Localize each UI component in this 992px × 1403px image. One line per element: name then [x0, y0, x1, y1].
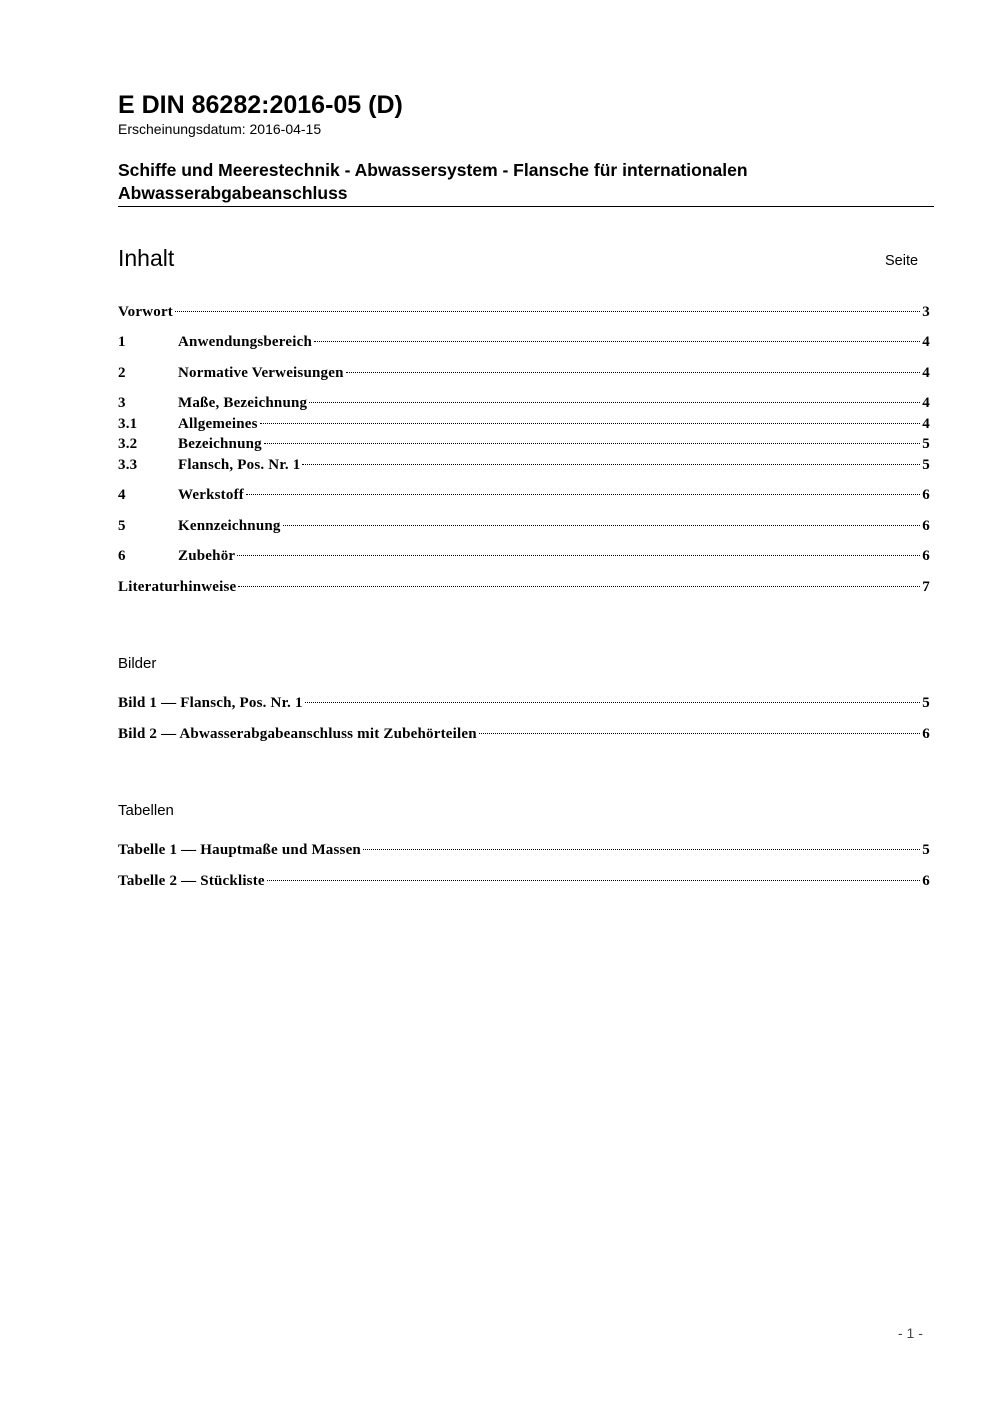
toc-entry-page: 5: [922, 436, 930, 452]
toc-leader-dots: [346, 371, 921, 373]
table-entry-text: Tabelle 2 — Stückliste: [118, 873, 265, 889]
document-code: E DIN 86282:2016-05 (D): [118, 91, 403, 119]
toc-entry-number: 3: [118, 395, 126, 411]
toc-heading: Inhalt: [118, 245, 175, 271]
document-title-line-2: Abwasserabgabeanschluss: [118, 183, 348, 203]
table-entry-2[interactable]: [118, 871, 930, 891]
toc-leader-dots: [314, 340, 920, 342]
figure-entry-text: Bild 2 — Abwasserabgabeanschluss mit Zubehörteilen: [118, 726, 477, 742]
toc-leader-dots: [175, 310, 920, 312]
toc-entry-1[interactable]: [118, 332, 930, 352]
document-title-line-1: Schiffe und Meerestechnik - Abwassersystem - Flansche für internationalen: [118, 160, 748, 180]
toc-entry-literaturhinweise[interactable]: [118, 577, 930, 597]
toc-entry-4[interactable]: [118, 485, 930, 505]
toc-entry-vorwort[interactable]: [118, 302, 930, 322]
toc-entry-6[interactable]: [118, 546, 930, 566]
toc-entry-page: 7: [922, 579, 930, 595]
toc-entry-number: 4: [118, 487, 126, 503]
toc-entry-text: Flansch, Pos. Nr. 1: [178, 457, 301, 473]
figure-entry-text: Bild 1 — Flansch, Pos. Nr. 1: [118, 695, 303, 711]
toc-entry-text: Anwendungsbereich: [178, 334, 312, 350]
figure-entry-2[interactable]: [118, 724, 930, 744]
toc-entry-number: 6: [118, 548, 126, 564]
figures-section-label: Bilder: [118, 655, 157, 672]
toc-leader-dots: [309, 401, 920, 403]
page-column-label: Seite: [885, 253, 919, 269]
toc-entry-page: 6: [922, 518, 930, 534]
figure-entry-1[interactable]: [118, 693, 930, 713]
toc-leader-dots: [363, 848, 920, 850]
table-entry-page: 6: [922, 873, 930, 889]
toc-entry-number: 5: [118, 518, 126, 534]
toc-entry-2[interactable]: [118, 363, 930, 383]
toc-leader-dots: [479, 732, 920, 734]
toc-entry-page: 4: [922, 416, 930, 432]
toc-entry-text: Kennzeichnung: [178, 518, 281, 534]
toc-entry-number: 3.3: [118, 457, 138, 473]
toc-leader-dots: [246, 493, 920, 495]
toc-entry-text: Allgemeines: [178, 416, 258, 432]
toc-leader-dots: [260, 422, 921, 424]
toc-entry-page: 4: [922, 395, 930, 411]
toc-entry-page: 5: [922, 457, 930, 473]
toc-entry-3-1[interactable]: [118, 414, 930, 434]
toc-entry-number: 3.2: [118, 436, 138, 452]
toc-entry-5[interactable]: [118, 516, 930, 536]
toc-entry-3-3[interactable]: [118, 455, 930, 475]
toc-entry-number: 1: [118, 334, 126, 350]
document-title: [118, 159, 934, 205]
toc-entry-page: 4: [922, 365, 930, 381]
toc-entry-text: Literaturhinweise: [118, 579, 237, 595]
toc-entry-number: 3.1: [118, 416, 138, 432]
toc-entry-3[interactable]: [118, 393, 930, 413]
publication-date: Erscheinungsdatum: 2016-04-15: [118, 121, 322, 137]
toc-leader-dots: [238, 585, 920, 587]
toc-leader-dots: [237, 554, 920, 556]
toc-entry-page: 4: [922, 334, 930, 350]
figure-entry-page: 6: [922, 726, 930, 742]
toc-entry-text: Werkstoff: [178, 487, 244, 503]
table-entry-text: Tabelle 1 — Hauptmaße und Massen: [118, 842, 361, 858]
toc-entry-3-2[interactable]: [118, 434, 930, 454]
toc-entry-number: 2: [118, 365, 126, 381]
toc-leader-dots: [267, 879, 921, 881]
toc-leader-dots: [302, 463, 920, 465]
toc-entry-text: Bezeichnung: [178, 436, 262, 452]
tables-section-label: Tabellen: [118, 802, 174, 819]
toc-entry-text: Normative Verweisungen: [178, 365, 344, 381]
toc-entry-page: 6: [922, 548, 930, 564]
figure-entry-page: 5: [922, 695, 930, 711]
toc-entry-text: Maße, Bezeichnung: [178, 395, 308, 411]
toc-entry-text: Zubehör: [178, 548, 236, 564]
table-entry-page: 5: [922, 842, 930, 858]
toc-entry-page: 6: [922, 487, 930, 503]
table-entry-1[interactable]: [118, 840, 930, 860]
page-number: - 1 -: [898, 1325, 923, 1341]
toc-leader-dots: [264, 442, 920, 444]
toc-entry-text: Vorwort: [118, 304, 173, 320]
toc-leader-dots: [283, 524, 921, 526]
toc-entry-page: 3: [922, 304, 930, 320]
toc-leader-dots: [305, 701, 921, 703]
title-divider: [118, 206, 934, 207]
